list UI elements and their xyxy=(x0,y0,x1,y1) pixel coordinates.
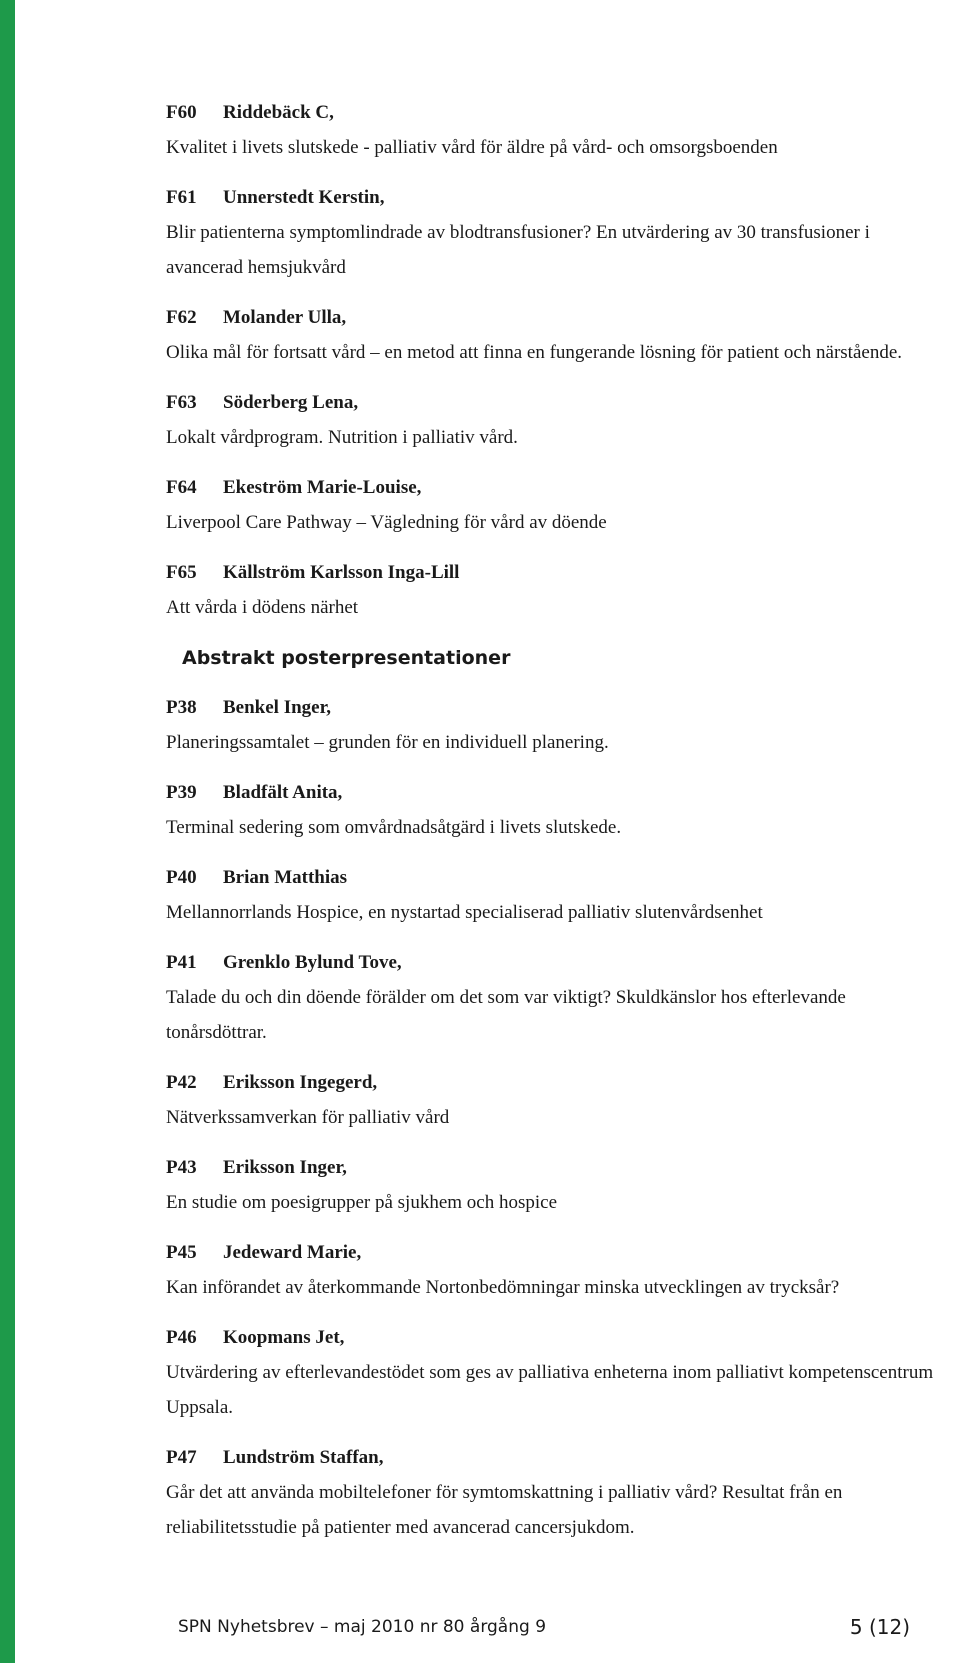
entry-heading xyxy=(166,181,946,215)
entry-heading xyxy=(166,946,946,980)
footer-page-number: 5 (12) xyxy=(849,1615,910,1639)
entry-author: Molander Ulla, xyxy=(223,307,347,328)
entry-code: P41 xyxy=(166,952,197,973)
entry-title: Liverpool Care Pathway – Vägledning för vård av döende xyxy=(166,512,607,533)
abstract-entry xyxy=(166,386,946,455)
entry-code: F65 xyxy=(166,562,197,583)
left-margin-bar xyxy=(0,0,15,1663)
entry-author: Brian Matthias xyxy=(223,867,348,888)
entry-title: Utvärdering av efterlevandestödet som ges av palliativa enheterna inom palliativt kompetenscentrum Uppsala. xyxy=(166,1362,934,1418)
entry-title: Går det att använda mobiltelefoner för symtomskattning i palliativ vård? Resultat från en reliabilitetsstudie på patienter med avancerad cancersjukdom. xyxy=(166,1482,843,1538)
entry-title: Mellannorrlands Hospice, en nystartad specialiserad palliativ slutenvårdsenhet xyxy=(166,902,763,923)
abstract-entry xyxy=(166,776,946,845)
entry-heading xyxy=(166,1236,946,1270)
entry-heading xyxy=(166,776,946,810)
entry-heading xyxy=(166,691,946,725)
abstract-entry xyxy=(166,181,946,285)
abstract-entry xyxy=(166,471,946,540)
section-heading: Abstrakt posterpresentationer xyxy=(182,647,511,669)
entry-author: Eriksson Ingegerd, xyxy=(223,1072,378,1093)
entry-code: P42 xyxy=(166,1072,197,1093)
entry-code: F61 xyxy=(166,187,197,208)
entry-heading xyxy=(166,96,946,130)
entry-author: Riddebäck C, xyxy=(223,102,334,123)
entry-code: P46 xyxy=(166,1327,197,1348)
entry-code: F60 xyxy=(166,102,197,123)
entry-code: P45 xyxy=(166,1242,197,1263)
abstract-entry xyxy=(166,1321,946,1425)
entry-code: P39 xyxy=(166,782,197,803)
entry-heading xyxy=(166,1441,946,1475)
entry-code: F62 xyxy=(166,307,197,328)
entry-title: Planeringssamtalet – grunden för en individuell planering. xyxy=(166,732,609,753)
entry-author: Eriksson Inger, xyxy=(223,1157,347,1178)
abstract-entry xyxy=(166,301,946,370)
entry-author: Söderberg Lena, xyxy=(223,392,359,413)
abstract-entry xyxy=(166,556,946,625)
abstract-entry xyxy=(166,691,946,760)
entry-heading xyxy=(166,1066,946,1100)
footer-publication: SPN Nyhetsbrev – maj 2010 nr 80 årgång 9 xyxy=(178,1617,547,1637)
abstract-entry xyxy=(166,1151,946,1220)
entry-heading xyxy=(166,861,946,895)
abstract-entry xyxy=(166,1236,946,1305)
entry-heading xyxy=(166,471,946,505)
abstract-entry xyxy=(166,946,946,1050)
abstract-entry xyxy=(166,96,946,165)
entry-author: Lundström Staffan, xyxy=(223,1447,384,1468)
entry-title: Olika mål för fortsatt vård – en metod att finna en fungerande lösning för patient och närstående. xyxy=(166,342,902,363)
entry-heading xyxy=(166,556,946,590)
entry-code: F63 xyxy=(166,392,197,413)
entry-code: F64 xyxy=(166,477,197,498)
entry-title: Kvalitet i livets slutskede - palliativ vård för äldre på vård- och omsorgsboenden xyxy=(166,137,778,158)
abstract-entry xyxy=(166,861,946,930)
entry-title: En studie om poesigrupper på sjukhem och hospice xyxy=(166,1192,558,1213)
entry-author: Källström Karlsson Inga-Lill xyxy=(223,562,460,583)
entry-title: Blir patienterna symptomlindrade av blodtransfusioner? En utvärdering av 30 transfusioner i avancerad hemsjukvård xyxy=(166,222,870,278)
entry-heading xyxy=(166,1321,946,1355)
entry-title: Terminal sedering som omvårdnadsåtgärd i livets slutskede. xyxy=(166,817,622,838)
entry-author: Grenklo Bylund Tove, xyxy=(223,952,402,973)
entry-code: P43 xyxy=(166,1157,197,1178)
entry-heading xyxy=(166,1151,946,1185)
document-body xyxy=(166,96,946,1545)
abstract-entry xyxy=(166,1441,946,1545)
entry-title: Kan införandet av återkommande Nortonbedömningar minska utvecklingen av trycksår? xyxy=(166,1277,840,1298)
entry-heading xyxy=(166,301,946,335)
entry-code: P38 xyxy=(166,697,197,718)
abstract-entry xyxy=(166,1066,946,1135)
entry-title: Att vårda i dödens närhet xyxy=(166,597,359,618)
entry-title: Lokalt vårdprogram. Nutrition i palliativ vård. xyxy=(166,427,518,448)
entry-heading xyxy=(166,386,946,420)
entry-author: Ekeström Marie-Louise, xyxy=(223,477,422,498)
entry-code: P47 xyxy=(166,1447,197,1468)
page-footer xyxy=(178,1612,910,1642)
entry-author: Benkel Inger, xyxy=(223,697,332,718)
entry-code: P40 xyxy=(166,867,197,888)
entry-author: Jedeward Marie, xyxy=(223,1242,362,1263)
entry-title: Nätverkssamverkan för palliativ vård xyxy=(166,1107,450,1128)
entry-author: Bladfält Anita, xyxy=(223,782,343,803)
entry-author: Koopmans Jet, xyxy=(223,1327,345,1348)
entry-title: Talade du och din döende förälder om det som var viktigt? Skuldkänslor hos efterlevande tonårsdöttrar. xyxy=(166,987,846,1043)
entry-author: Unnerstedt Kerstin, xyxy=(223,187,385,208)
